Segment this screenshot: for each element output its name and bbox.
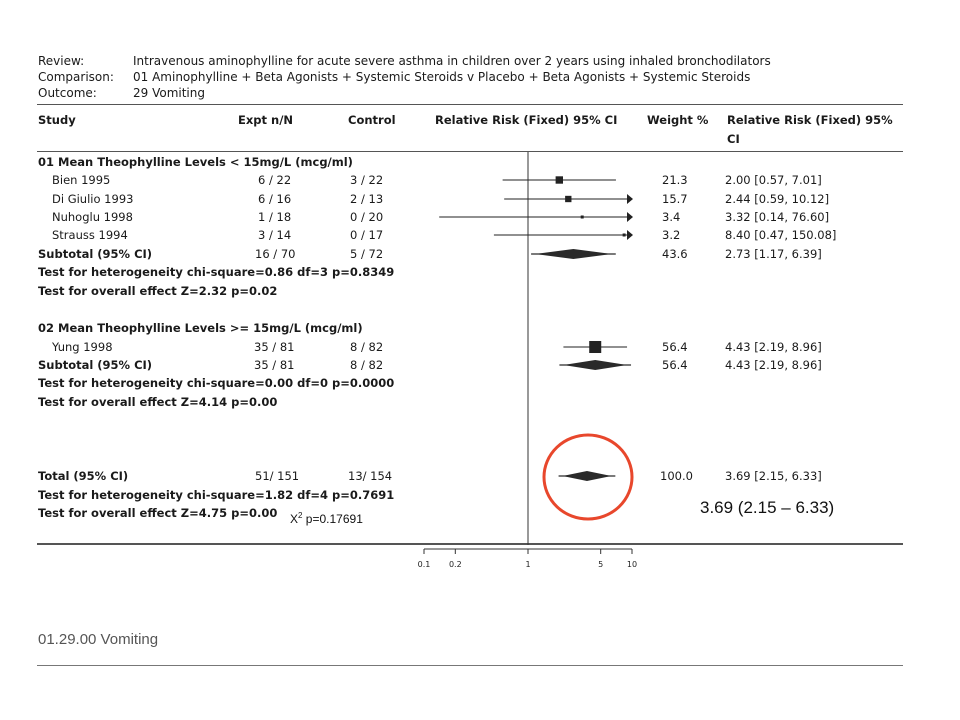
group-title: 02 Mean Theophylline Levels >= 15mg/L (mcg/ml) bbox=[38, 321, 363, 335]
chi-square-annotation: $X^2$ p=0.17691 bbox=[290, 511, 363, 526]
control-value: 2 / 13 bbox=[350, 192, 384, 206]
point-estimate-square bbox=[589, 341, 601, 353]
subtotal-expt: 16 / 70 bbox=[255, 247, 296, 261]
total-label: Total (95% CI) bbox=[38, 469, 129, 483]
ci-arrow bbox=[627, 194, 633, 204]
study-name: Yung 1998 bbox=[52, 340, 113, 354]
weight-value: 15.7 bbox=[662, 192, 688, 206]
weight-value: 3.2 bbox=[662, 228, 681, 242]
footer-label: 01.29.00 Vomiting bbox=[38, 631, 159, 648]
rr-value: 4.43 [2.19, 8.96] bbox=[725, 340, 822, 354]
subtotal-rr: 2.73 [1.17, 6.39] bbox=[725, 247, 822, 261]
x-tick-label: 1 bbox=[525, 560, 531, 569]
comparison-value: 01 Aminophylline + Beta Agonists + Systemic Steroids v Placebo + Beta Agonists + Systemic Steroids bbox=[133, 70, 751, 84]
total-overall-effect-test: Test for overall effect Z=4.75 p=0.00 bbox=[38, 506, 278, 520]
x-tick-label: 0.2 bbox=[448, 560, 462, 569]
subtotal-control: 8 / 82 bbox=[350, 358, 384, 372]
study-name: Bien 1995 bbox=[52, 173, 111, 187]
heterogeneity-test: Test for heterogeneity chi-square=0.86 df=3 p=0.8349 bbox=[38, 265, 395, 279]
subtotal-label: Subtotal (95% CI) bbox=[38, 358, 153, 372]
total-control: 13/ 154 bbox=[348, 469, 393, 483]
rr-value: 2.44 [0.59, 10.12] bbox=[725, 192, 830, 206]
subtotal-label: Subtotal (95% CI) bbox=[38, 247, 153, 261]
ci-arrow bbox=[627, 230, 633, 240]
expt-value: 6 / 22 bbox=[258, 173, 292, 187]
outcome-label: Outcome: bbox=[38, 86, 97, 100]
col-weight: Weight % bbox=[647, 113, 709, 127]
col-expt: Expt n/N bbox=[238, 113, 294, 127]
comparison-label: Comparison: bbox=[38, 70, 114, 84]
total-weight: 100.0 bbox=[660, 469, 693, 483]
expt-value: 1 / 18 bbox=[258, 210, 292, 224]
col-study: Study bbox=[38, 113, 76, 127]
ci-arrow bbox=[627, 212, 633, 222]
overall-effect-test: Test for overall effect Z=4.14 p=0.00 bbox=[38, 395, 278, 409]
col-control: Control bbox=[348, 113, 396, 127]
rr-value: 8.40 [0.47, 150.08] bbox=[725, 228, 837, 242]
review-label: Review: bbox=[38, 54, 85, 68]
study-name: Nuhoglu 1998 bbox=[52, 210, 133, 224]
point-estimate-square bbox=[581, 216, 584, 219]
subtotal-control: 5 / 72 bbox=[350, 247, 384, 261]
control-value: 8 / 82 bbox=[350, 340, 384, 354]
expt-value: 6 / 16 bbox=[258, 192, 292, 206]
x-tick-label: 10 bbox=[626, 560, 638, 569]
col-rr-plot: Relative Risk (Fixed) 95% CI bbox=[435, 113, 618, 127]
col-rr-text: Relative Risk (Fixed) 95% bbox=[727, 113, 893, 127]
study-name: Strauss 1994 bbox=[52, 228, 128, 242]
control-value: 0 / 17 bbox=[350, 228, 384, 242]
expt-value: 3 / 14 bbox=[258, 228, 292, 242]
col-rr-text-ci: CI bbox=[727, 132, 740, 146]
subtotal-weight: 43.6 bbox=[662, 247, 688, 261]
group-title: 01 Mean Theophylline Levels < 15mg/L (mcg/ml) bbox=[38, 155, 353, 169]
rr-value: 3.32 [0.14, 76.60] bbox=[725, 210, 830, 224]
total-heterogeneity-test: Test for heterogeneity chi-square=1.82 df=4 p=0.7691 bbox=[38, 488, 395, 502]
footer-rule bbox=[37, 665, 903, 666]
subtotal-rr: 4.43 [2.19, 8.96] bbox=[725, 358, 822, 372]
total-rr: 3.69 [2.15, 6.33] bbox=[725, 469, 822, 483]
subtotal-weight: 56.4 bbox=[662, 358, 688, 372]
weight-value: 56.4 bbox=[662, 340, 688, 354]
study-name: Di Giulio 1993 bbox=[52, 192, 134, 206]
overall-effect-test: Test for overall effect Z=2.32 p=0.02 bbox=[38, 284, 278, 298]
total-expt: 51/ 151 bbox=[255, 469, 300, 483]
outcome-value: 29 Vomiting bbox=[133, 86, 205, 100]
control-value: 3 / 22 bbox=[350, 173, 384, 187]
point-estimate-square bbox=[623, 234, 626, 237]
pooled-estimate-annotation: 3.69 (2.15 – 6.33) bbox=[700, 498, 835, 517]
point-estimate-square bbox=[565, 196, 571, 202]
heterogeneity-test: Test for heterogeneity chi-square=0.00 df=0 p=0.0000 bbox=[38, 376, 395, 390]
x-tick-label: 0.1 bbox=[417, 560, 431, 569]
x-tick-label: 5 bbox=[598, 560, 604, 569]
point-estimate-square bbox=[556, 176, 563, 183]
review-value: Intravenous aminophylline for acute severe asthma in children over 2 years using inhaled bronchodilators bbox=[133, 54, 771, 68]
control-value: 0 / 20 bbox=[350, 210, 384, 224]
subtotal-expt: 35 / 81 bbox=[254, 358, 295, 372]
weight-value: 3.4 bbox=[662, 210, 681, 224]
expt-value: 35 / 81 bbox=[254, 340, 295, 354]
rr-value: 2.00 [0.57, 7.01] bbox=[725, 173, 822, 187]
weight-value: 21.3 bbox=[662, 173, 688, 187]
